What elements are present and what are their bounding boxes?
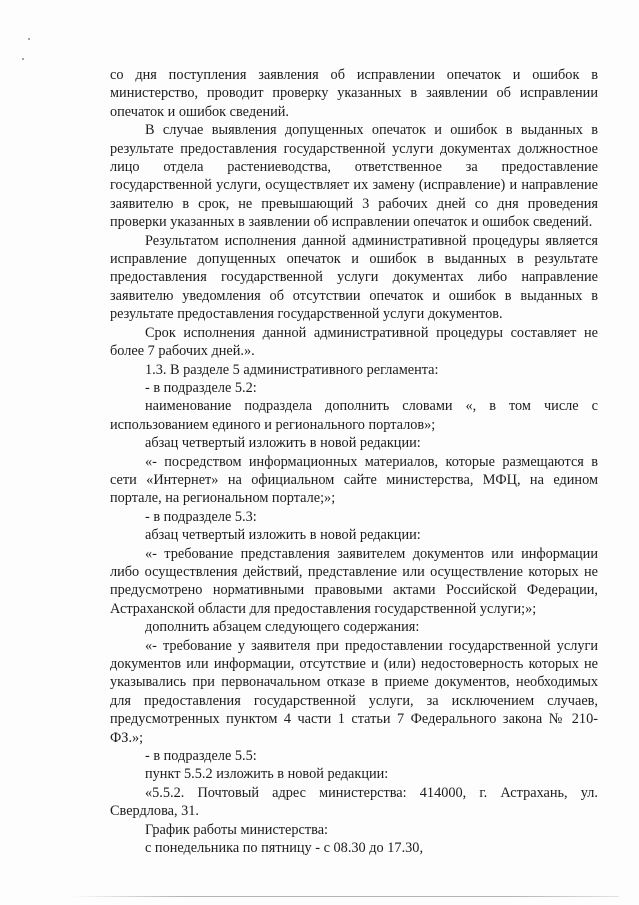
paragraph: 1.3. В разделе 5 административного регламента: xyxy=(145,361,439,378)
paragraph: наименование подраздела дополнить словами «, в том числе с использованием единого и регионального порталов»; xyxy=(110,398,598,433)
paragraph: пункт 5.5.2 изложить в новой редакции: xyxy=(145,766,389,783)
paragraph: абзац четвертый изложить в новой редакции: xyxy=(145,527,421,544)
paragraph: «- требование представления заявителем документов или информации либо осуществления действий, представление или осуществление которых не предусмотрено нормативными правовыми актами Российской Федерации, Астраханской области для предоставления государственной услуги;»; xyxy=(110,545,598,617)
paragraph: - в подразделе 5.2: xyxy=(145,379,257,396)
paragraph: «5.5.2. Почтовый адрес министерства: 414000, г. Астрахань, ул. Свердлова, 31. xyxy=(110,784,598,820)
paragraph: Срок исполнения данной административной процедуры составляет не более 7 рабочих дней.». xyxy=(110,324,598,360)
scan-speck xyxy=(22,58,24,60)
paragraph: График работы министерства: xyxy=(145,821,329,838)
paragraph: - в подразделе 5.3: xyxy=(145,508,257,525)
paragraph: - в подразделе 5.5: xyxy=(145,748,257,765)
paragraph: с понедельника по пятницу - с 08.30 до 17.30, xyxy=(145,840,424,857)
paragraph: Результатом исполнения данной административной процедуры является исправление допущенных опечаток и ошибок в выданных в результате предоставления государственной услуги документах либо направление заявителю уведомления об отсутствии опечаток и ошибок в выданных в результате предоставления государственной услуги документов. xyxy=(110,232,598,323)
paragraph: дополнить абзацем следующего содержания: xyxy=(145,619,420,636)
paragraph: со дня поступления заявления об исправлении опечаток и ошибок в министерство, проводит проверку указанных в заявлении об исправлении опечаток и ошибок сведений. xyxy=(110,67,598,120)
scan-speck xyxy=(28,38,30,40)
paragraph: В случае выявления допущенных опечаток и ошибок в выданных в результате предоставления государственной услуги документах должностное лицо отдела растениеводства, ответственное за предоставление государственной услуги, осуществляет их замену (исправление) и направление заявителю в срок, не превышающий 3 рабочих дней со дня проведения проверки указанных в заявлении об исправлении опечаток и ошибок сведений. xyxy=(110,122,598,231)
paragraph: «- посредством информационных материалов, которые размещаются в сети «Интернет» на официальном сайте министерства, МФЦ, на едином портале, на региональном портале;»; xyxy=(110,453,598,507)
document-body xyxy=(110,66,598,857)
paragraph: абзац четвертый изложить в новой редакции: xyxy=(145,435,421,452)
scan-edge-line xyxy=(70,896,619,897)
paragraph: «- требование у заявителя при предоставлении государственной услуги документов или информации, отсутствие и (или) недостоверность которых не указывались при первоначальном отказе в приеме документов, необходимых для предоставления государственной услуги, за исключением случаев, предусмотренных пунктом 4 части 1 статьи 7 Федерального закона № 210-ФЗ.»; xyxy=(110,637,598,746)
